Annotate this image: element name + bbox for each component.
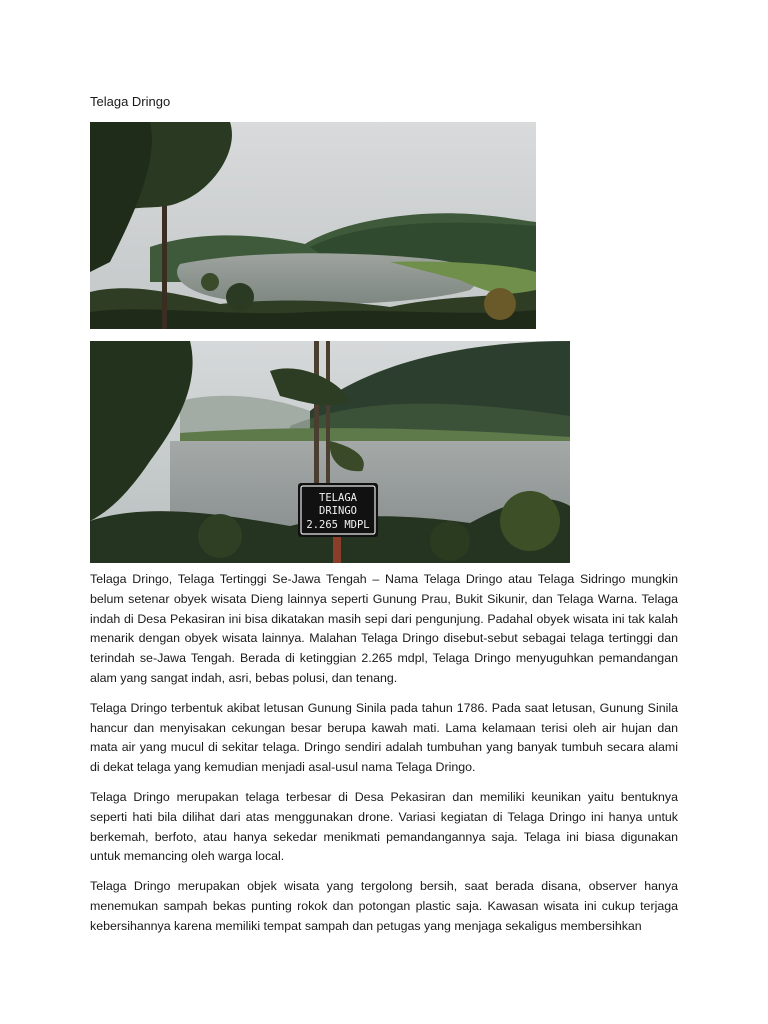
- paragraph-1: Telaga Dringo, Telaga Tertinggi Se-Jawa Tengah – Nama Telaga Dringo atau Telaga Sidringo mungkin belum setenar obyek wisata Dieng lainnya seperti Gunung Prau, Bukit Sikunir, dan Telaga Warna. Telaga indah di Desa Pekasiran ini bisa dikatakan masih sepi dari pengunjung. Padahal obyek wisata ini tak kalah menarik dengan obyek wisata lainnya. Malahan Telaga Dringo disebut-sebut sebagai telaga tertinggi dan terindah se-Jawa Tengah. Berada di ketinggian 2.265 mdpl, Telaga Dringo menyuguhkan pemandangan alam yang sangat indah, asri, bebas polusi, dan tenang.: [90, 572, 678, 685]
- lake-photo-2: [90, 341, 570, 563]
- paragraph-3: Telaga Dringo merupakan telaga terbesar di Desa Pekasiran dan memiliki keunikan yaitu bentuknya seperti hati bila dilihat dari atas menggunakan drone. Variasi kegiatan di Telaga Dringo ini hanya untuk berkemah, berfoto, atau hanya sekedar menikmati pemandangannya saja. Telaga ini biasa digunakan untuk memancing oleh warga local.: [90, 789, 678, 864]
- lake-photo-1: [90, 122, 536, 329]
- sign-line-3: 2.265 MDPL: [306, 519, 370, 531]
- sign-line-2: DRINGO: [319, 505, 357, 517]
- paragraph-4: Telaga Dringo merupakan objek wisata yang tergolong bersih, saat berada disana, observer hanya menemukan sampah bekas punting rokok dan potongan plastic saja. Kawasan wisata ini cukup terjaga kebersihannya karena memiliki tempat sampah dan petugas yang menjaga sekaligus membersihkan: [90, 879, 678, 933]
- page-title: Telaga Dringo: [90, 94, 171, 109]
- paragraph-2: Telaga Dringo terbentuk akibat letusan Gunung Sinila pada tahun 1786. Pada saat letusan, Gunung Sinila hancur dan menyisakan cekungan besar berupa kawah mati. Lama kelamaan terisi oleh air hujan dan mata air yang mucul di sekitar telaga. Dringo sendiri adalah tumbuhan yang banyak tumbuh secara alami di dekat telaga yang kemudian menjadi asal-usul nama Telaga Dringo.: [90, 700, 678, 775]
- sign-line-1: TELAGA: [319, 492, 357, 504]
- article-body: [90, 570, 678, 947]
